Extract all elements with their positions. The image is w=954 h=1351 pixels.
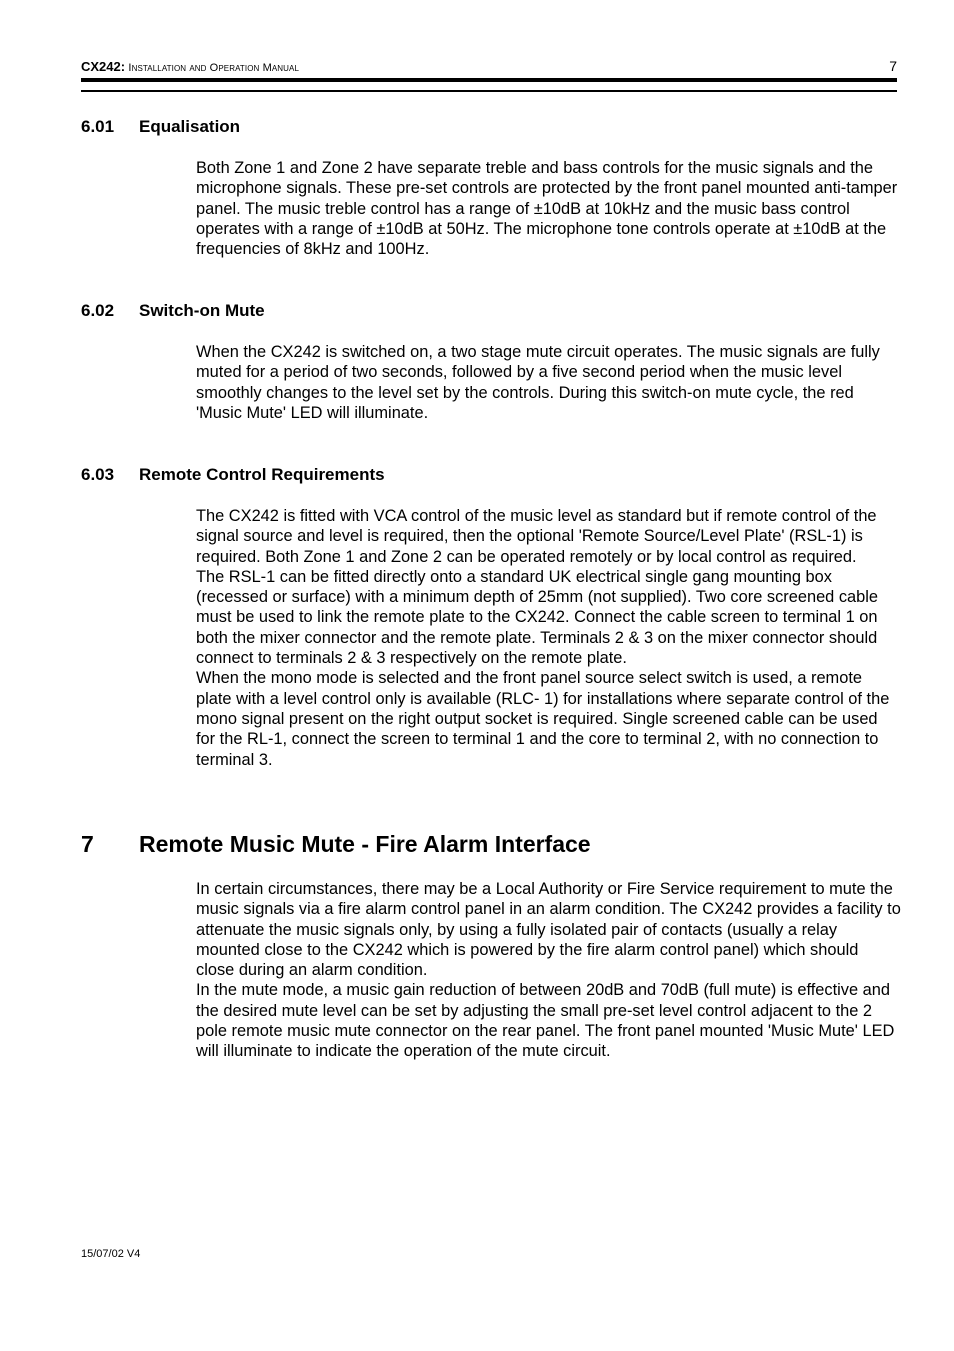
- section-body-remote-control: [196, 506, 901, 770]
- model-name: CX242:: [81, 59, 126, 74]
- paragraph: In the mute mode, a music gain reduction of between 20dB and 70dB (full mute) is effective and the desired mute level can be set by adjusting the small pre-set level control adjacent to the 2 pole remote music mute connector on the rear panel. The front panel mounted 'Music Mute' LED will illuminate to indicate the operation of the mute circuit.: [196, 981, 895, 1061]
- running-title: [81, 59, 299, 74]
- section-number-6-02: 6.02: [81, 301, 115, 320]
- page-number: 7: [889, 58, 897, 74]
- section-title-equalisation: Equalisation: [139, 117, 241, 136]
- paragraph: In certain circumstances, there may be a Local Authority or Fire Service requirement to mute the music signals via a fire alarm control panel in an alarm condition. The CX242 provides a facility to attenuate the music signals only, by using a fully isolated pair of contacts (usually a relay mounted close to the CX242 which is powered by the fire alarm control panel) which should close during an alarm condition.: [196, 880, 901, 980]
- section-title-remote-control: Remote Control Requirements: [139, 465, 385, 484]
- section-number-6-03: 6.03: [81, 465, 115, 484]
- section-body-switch-on-mute: [196, 342, 901, 423]
- section-body-equalisation: [196, 158, 901, 259]
- chapter-title: Remote Music Mute - Fire Alarm Interface: [139, 831, 591, 857]
- paragraph: When the mono mode is selected and the front panel source select switch is used, a remote plate with a level control only is available (RLC- 1) for installations where separate control of the mono signal present on the right output socket is required. Single screened cable can be used for the RL-1, connect the screen to terminal 1 and the core to terminal 2, with no connection to terminal 3.: [196, 669, 890, 769]
- paragraph: The CX242 is fitted with VCA control of the music level as standard but if remote control of the signal source and level is required, then the optional 'Remote Source/Level Plate' (RSL-1) is required. Both Zone 1 and Zone 2 can be operated remotely or by local control as required.: [196, 507, 877, 566]
- header-rule-thin: [81, 90, 897, 92]
- section-number-6-01: 6.01: [81, 117, 115, 136]
- page-header: [81, 59, 897, 75]
- section-title-switch-on-mute: Switch-on Mute: [139, 301, 265, 320]
- paragraph: Both Zone 1 and Zone 2 have separate treble and bass controls for the music signals and the microphone signals. These pre-set controls are protected by the front panel mounted anti-tamper panel. The music treble control has a range of ±10dB at 10kHz and the music bass control operates with a range of ±10dB at 50Hz. The microphone tone controls operate at ±10dB at the frequencies of 8kHz and 100Hz.: [196, 159, 898, 259]
- chapter-number: 7: [81, 831, 94, 857]
- paragraph: The RSL-1 can be fitted directly onto a standard UK electrical single gang mounting box (recessed or surface) with a minimum depth of 25mm (not supplied). Two core screened cable must be used to link the remote plate to the CX242. Connect the cable screen to terminal 1 on both the mixer connector and the remote plate. Terminals 2 & 3 on the mixer connector should connect to terminals 2 & 3 respectively on the remote plate.: [196, 567, 879, 668]
- paragraph: When the CX242 is switched on, a two stage mute circuit operates. The music signals are fully muted for a period of two seconds, followed by a five second period when the music level smoothly changes to the level set by the controls. During this switch-on mute cycle, the red 'Music Mute' LED will illuminate.: [196, 343, 880, 422]
- footer-version: 15/07/02 V4: [81, 1248, 141, 1260]
- manual-title: Installation and Operation Manual: [128, 62, 300, 74]
- chapter-body: [196, 879, 901, 1062]
- header-rule-thick: [81, 78, 897, 82]
